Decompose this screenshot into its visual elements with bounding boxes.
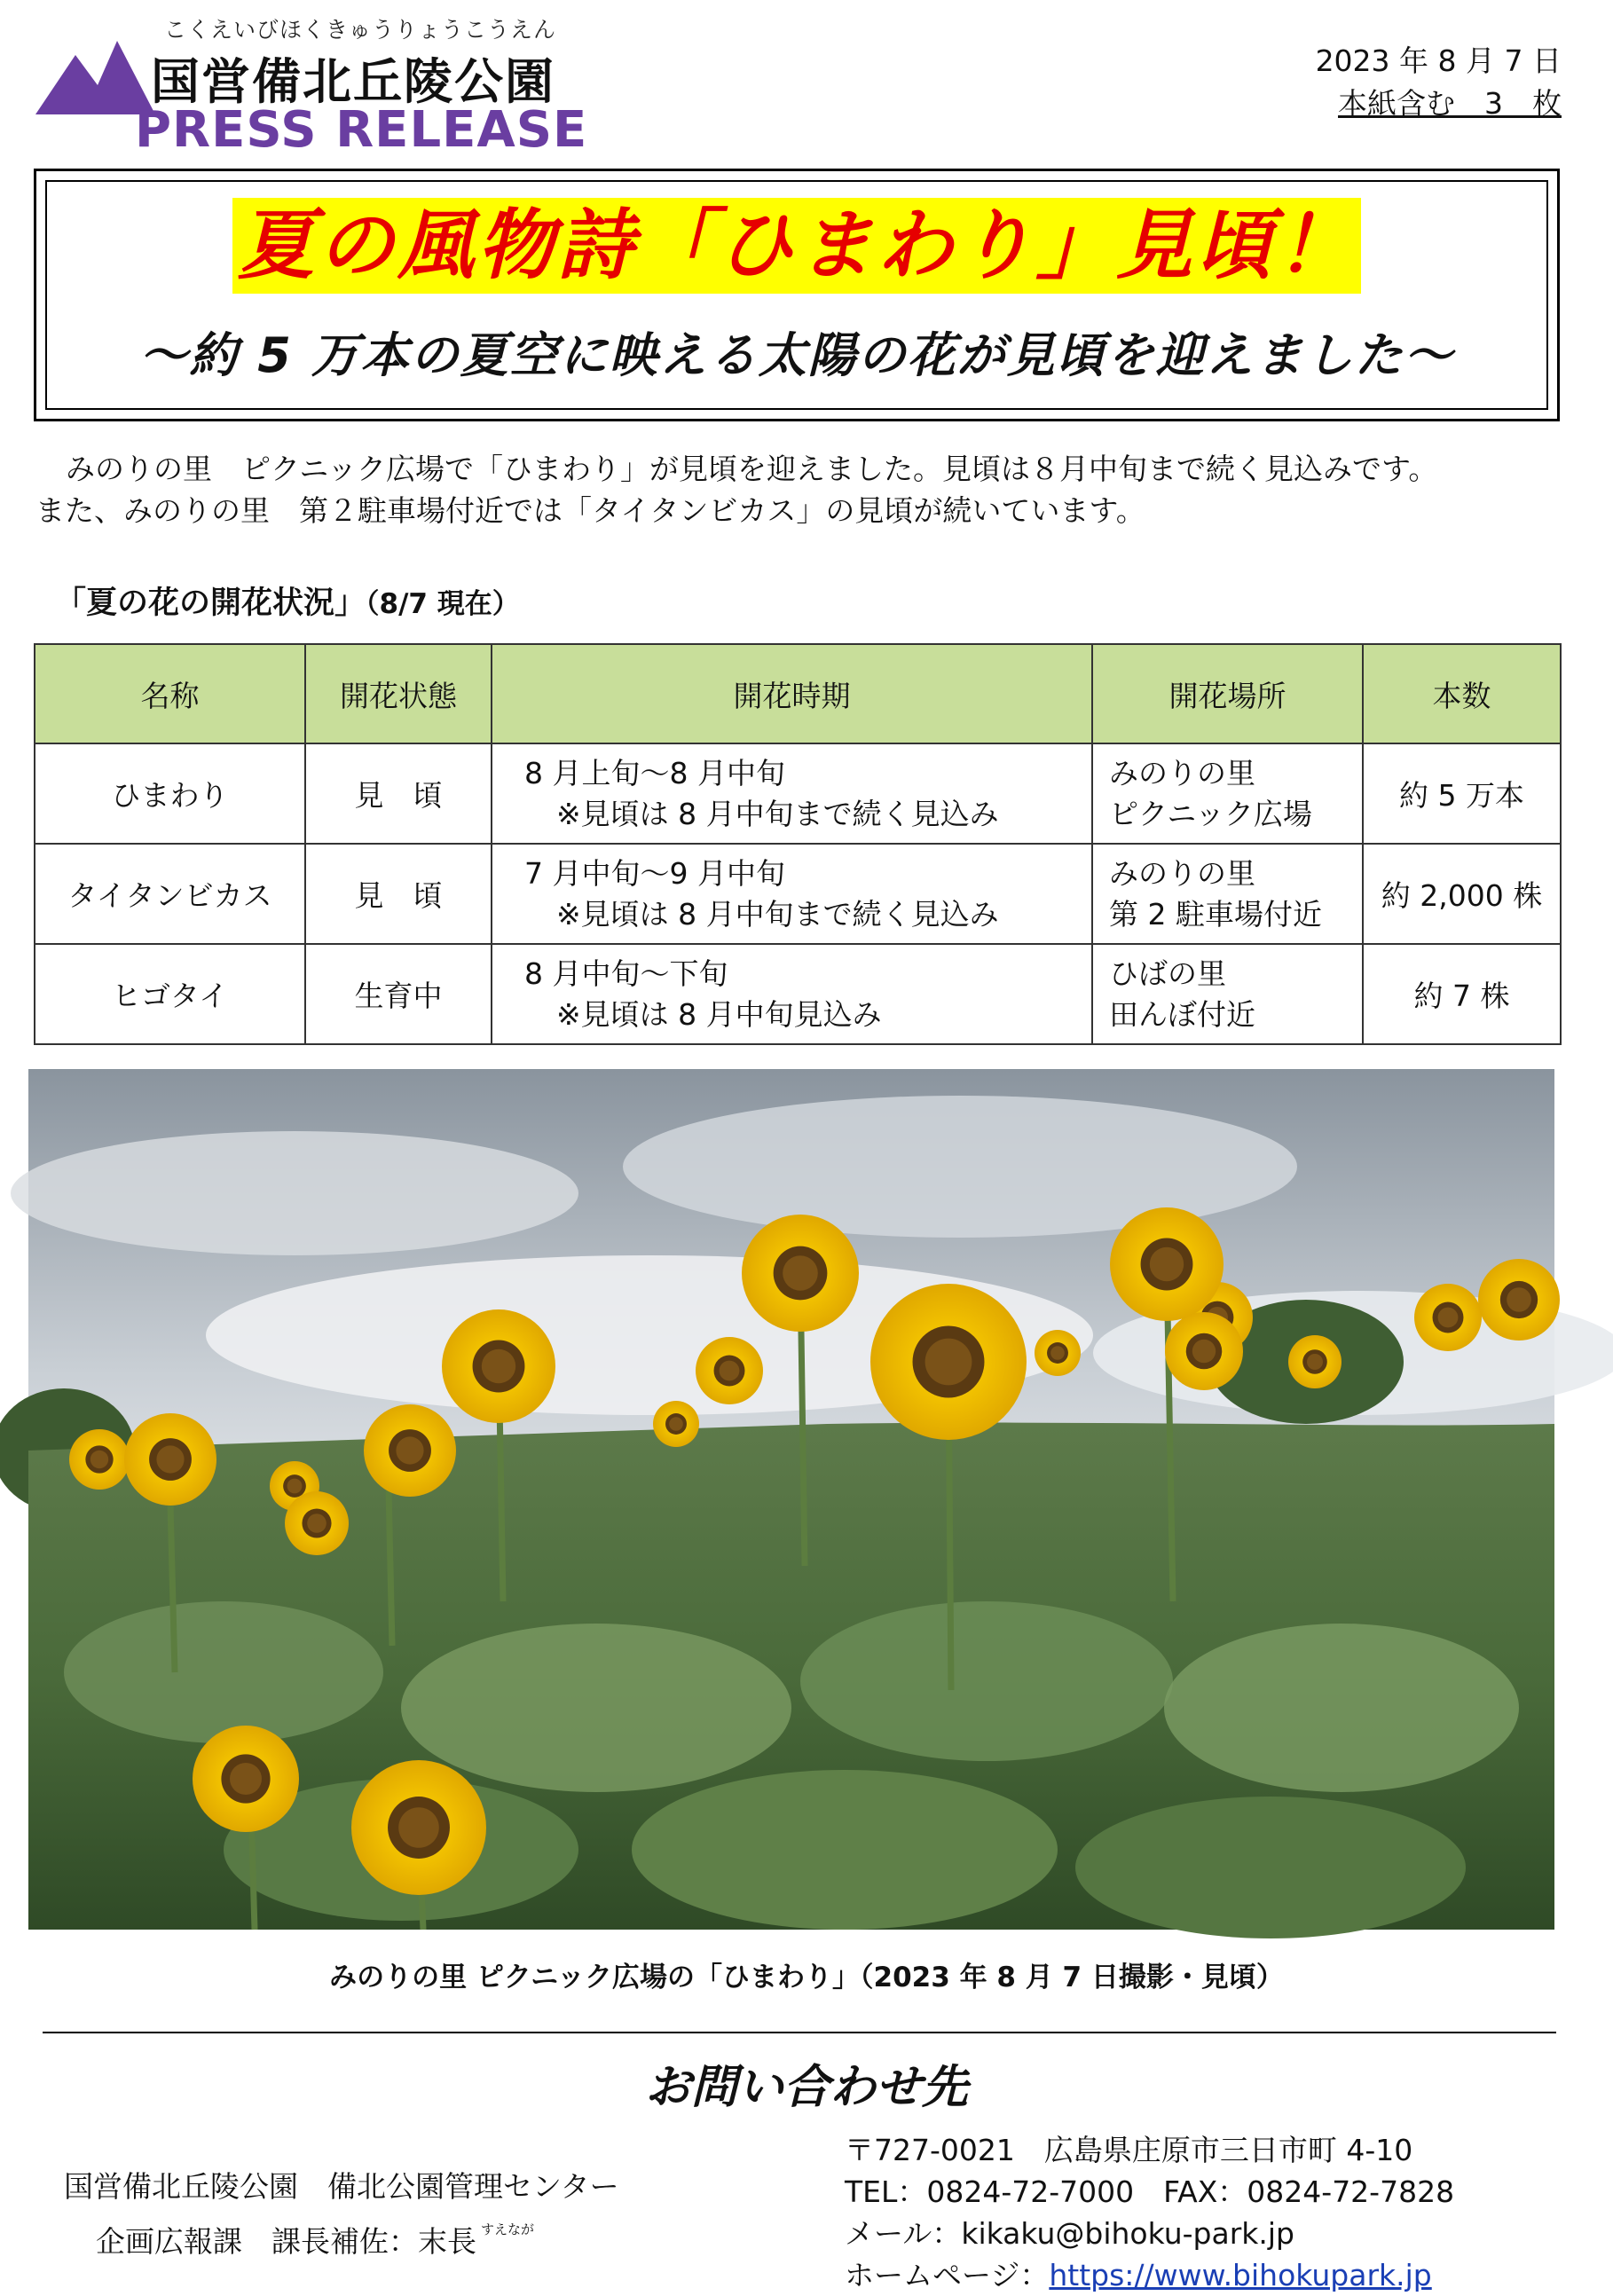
cell-count: 約 7 株 — [1363, 944, 1561, 1044]
cell-period — [492, 844, 1092, 944]
title-box — [34, 169, 1560, 421]
period-text: 8 月上旬～8 月中旬 — [524, 755, 785, 790]
contact-person-text: 企画広報課 課長補佐：末長 — [96, 2224, 476, 2259]
cell-place — [1092, 944, 1363, 1044]
contact-details — [845, 2129, 1454, 2296]
email-address: メール：kikaku@bihoku-park.jp — [845, 2216, 1294, 2251]
place-line-1: みのりの里 — [1109, 855, 1255, 891]
headline-wrap — [36, 198, 1557, 294]
col-header-status: 開花状態 — [305, 644, 492, 743]
table-row — [35, 743, 1561, 844]
headline: 夏の風物詩「ひまわり」見頃！ — [232, 198, 1361, 294]
cell-period — [492, 944, 1092, 1044]
col-header-period: 開花時期 — [492, 644, 1092, 743]
photo-caption: みのりの里 ピクニック広場の「ひまわり」（2023 年 8 月 7 日撮影・見頃） — [329, 1962, 1284, 1993]
logo-name: 国営備北丘陵公園 — [151, 53, 556, 110]
place-line-1: ひばの里 — [1109, 955, 1226, 991]
cell-status: 見 頃 — [305, 743, 492, 844]
intro-line-1: みのりの里 ピクニック広場で「ひまわり」が見頃を迎えました。見頃は８月中旬まで続く見込みです。 — [66, 452, 1438, 486]
homepage — [845, 2254, 1454, 2296]
person-name-ruby: すえなが — [481, 2221, 535, 2237]
cell-place — [1092, 743, 1363, 844]
section-title — [55, 578, 520, 623]
intro-text — [35, 448, 1579, 531]
homepage-link[interactable]: https://www.bihokupark.jp — [1049, 2258, 1432, 2292]
cell-name: ひまわり — [35, 743, 305, 844]
place-line-2: ピクニック広場 — [1109, 796, 1313, 831]
col-header-place: 開花場所 — [1092, 644, 1363, 743]
subheadline: ～約 5 万本の夏空に映える太陽の花が見頃を迎えました～ — [139, 327, 1454, 383]
table-header-row — [35, 644, 1561, 743]
tel-fax: TEL：0824-72-7000 FAX：0824-72-7828 — [845, 2174, 1455, 2209]
contact-org-name: 国営備北丘陵公園 備北公園管理センター — [64, 2169, 619, 2204]
cell-count: 約 5 万本 — [1363, 743, 1561, 844]
postal-address: 〒727-0021 広島県庄原市三日市町 4-10 — [845, 2133, 1413, 2167]
period-text: 8 月中旬～下旬 — [524, 955, 728, 991]
cell-name: タイタンビカス — [35, 844, 305, 944]
cell-count: 約 2,000 株 — [1363, 844, 1561, 944]
contact-organization — [64, 2159, 619, 2269]
contact-title: お問い合わせ先 — [644, 2061, 968, 2114]
press-release-label: PRESS RELEASE — [135, 101, 588, 159]
cell-status: 見 頃 — [305, 844, 492, 944]
bloom-status-table — [34, 643, 1562, 1045]
divider-line — [43, 2032, 1556, 2033]
logo-ruby: こくえいびほくきゅうりょうこうえん — [164, 17, 557, 43]
table-row — [35, 944, 1561, 1044]
table-row — [35, 844, 1561, 944]
section-title-text: 「夏の花の開花状況」 — [55, 586, 366, 621]
cell-status: 生育中 — [305, 944, 492, 1044]
period-note: ※見頃は 8 月中旬見込み — [556, 996, 882, 1032]
cell-place — [1092, 844, 1363, 944]
homepage-label: ホームページ： — [845, 2258, 1050, 2292]
col-header-count: 本数 — [1363, 644, 1561, 743]
period-text: 7 月中旬～9 月中旬 — [524, 855, 785, 891]
contact-person — [64, 2214, 619, 2269]
section-date: （8/7 現在） — [366, 588, 520, 620]
period-note: ※見頃は 8 月中旬まで続く見込み — [556, 796, 999, 831]
sunflower-field-image — [28, 1069, 1554, 1930]
col-header-name: 名称 — [35, 644, 305, 743]
release-date: 2023 年 8 月 7 日 — [1315, 43, 1562, 78]
cell-name: ヒゴタイ — [35, 944, 305, 1044]
release-meta — [1316, 40, 1562, 125]
cell-period — [492, 743, 1092, 844]
place-line-2: 田んぼ付近 — [1109, 996, 1255, 1032]
sunflower-photo — [28, 1069, 1554, 1930]
place-line-1: みのりの里 — [1109, 755, 1255, 790]
park-logo — [35, 12, 603, 159]
place-line-2: 第 2 駐車場付近 — [1109, 896, 1322, 932]
intro-line-2: また、みのりの里 第２駐車場付近では「タイタンビカス」の見頃が続いています。 — [35, 493, 1145, 528]
page-count: 本紙含む 3 枚 — [1338, 86, 1562, 121]
period-note: ※見頃は 8 月中旬まで続く見込み — [556, 896, 999, 932]
